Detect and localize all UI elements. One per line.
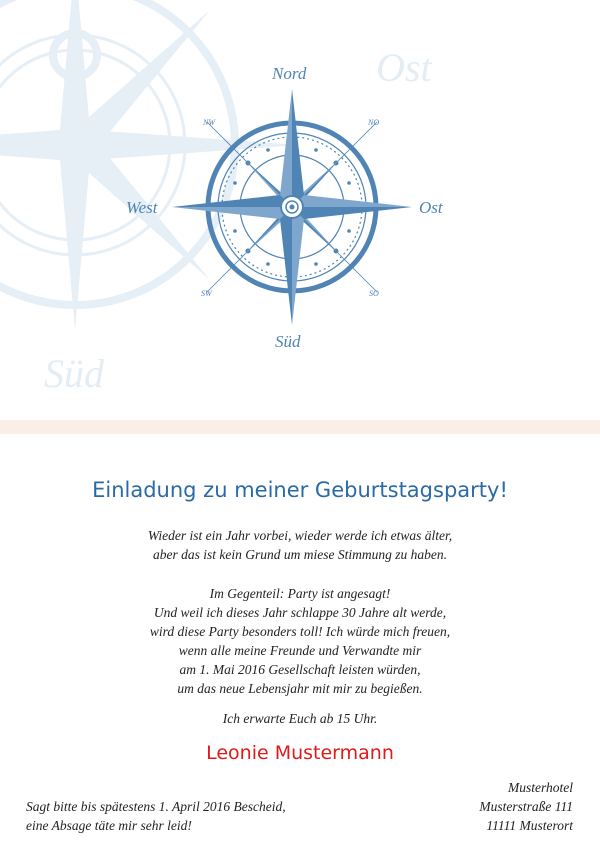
compass-label-southeast: SO bbox=[369, 289, 379, 298]
rsvp-line: Sagt bitte bis spätestens 1. April 2016 Bescheid, bbox=[26, 799, 286, 814]
invitation-intro bbox=[0, 526, 600, 564]
address-line: Musterstraße 111 bbox=[479, 799, 573, 814]
compass-label-south: Süd bbox=[275, 332, 301, 351]
body-line: um das neue Lebensjahr mit mir zu begießen. bbox=[177, 681, 423, 696]
intro-line: aber das ist kein Grund um miese Stimmung zu haben. bbox=[153, 547, 447, 562]
watermark-word-east: Ost bbox=[376, 45, 432, 90]
intro-line: Wieder ist ein Jahr vorbei, wieder werde ich etwas älter, bbox=[147, 528, 453, 543]
time-line: Ich erwarte Euch ab 15 Uhr. bbox=[222, 711, 378, 726]
body-line: Und weil ich dieses Jahr schlappe 30 Jahre alt werde, bbox=[153, 605, 447, 620]
invitation-time bbox=[0, 709, 600, 728]
section-divider bbox=[0, 420, 600, 434]
body-line: Im Gegenteil: Party ist angesagt! bbox=[209, 586, 391, 601]
compass-rose-graphic bbox=[0, 0, 600, 420]
address-line: 11111 Musterort bbox=[486, 818, 573, 833]
watermark-word-south: Süd bbox=[44, 351, 104, 396]
compass-label-west: West bbox=[126, 198, 158, 217]
body-line: am 1. Mai 2016 Gesellschaft leisten würden, bbox=[179, 662, 421, 677]
body-line: wird diese Party besonders toll! Ich würde mich freuen, bbox=[149, 624, 451, 639]
compass-label-northwest: NW bbox=[203, 118, 215, 127]
host-name: Leonie Mustermann bbox=[206, 742, 394, 764]
body-line: wenn alle meine Freunde und Verwandte mir bbox=[178, 643, 422, 658]
compass-label-southwest: SW bbox=[201, 289, 212, 298]
rsvp-note bbox=[26, 797, 286, 835]
rsvp-line: eine Absage täte mir sehr leid! bbox=[26, 818, 192, 833]
venue-address bbox=[479, 778, 573, 835]
compass-label-east: Ost bbox=[419, 198, 443, 217]
address-line: Musterhotel bbox=[508, 780, 573, 795]
compass-label-northeast: NO bbox=[368, 118, 380, 127]
invitation-title: Einladung zu meiner Geburtstagsparty! bbox=[92, 478, 508, 502]
invitation-body bbox=[0, 584, 600, 698]
compass-label-north: Nord bbox=[272, 64, 307, 83]
